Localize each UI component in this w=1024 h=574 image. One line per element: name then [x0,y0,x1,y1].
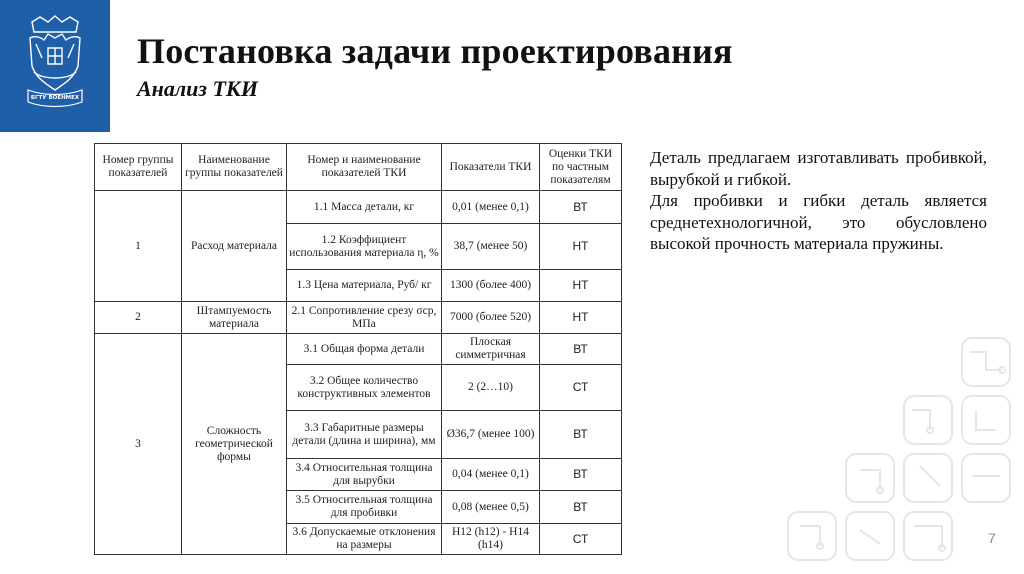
university-logo [0,0,110,132]
description-paragraph: Деталь предлагаем изготавливать пробивкой, вырубкой и гибкой. [650,148,987,189]
page-subtitle: Анализ ТКИ [137,76,258,101]
grade-cell: ВТ [540,491,622,524]
header-indicator-grade: Оценки ТКИ по частным показателям [540,144,622,191]
value-cell: 38,7 (менее 50) [442,224,540,270]
grade-cell: ВТ [540,191,622,224]
table-header-row [95,144,622,191]
header-group-number: Номер группы показателей [95,144,182,191]
group-number-cell: 1 [95,191,182,302]
value-cell: 7000 (более 520) [442,302,540,334]
indicator-cell: 2.1 Сопротивление срезу σср, МПа [287,302,442,334]
group-number-cell: 2 [95,302,182,334]
indicator-cell: 3.4 Относительная толщина для вырубки [287,459,442,491]
grade-cell: НТ [540,270,622,302]
value-cell: 0,04 (менее 0,1) [442,459,540,491]
indicator-cell: 3.3 Габаритные размеры детали (длина и ширина), мм [287,411,442,459]
indicator-cell: 3.1 Общая форма детали [287,334,442,365]
indicator-cell: 1.1 Масса детали, кг [287,191,442,224]
grade-cell: СТ [540,524,622,555]
value-cell: 0,08 (менее 0,5) [442,491,540,524]
group-name-cell: Сложность геометрической формы [182,334,287,555]
header-group-name: Наименование группы показателей [182,144,287,191]
header-indicator-name: Номер и наименование показателей ТКИ [287,144,442,191]
table-row [95,191,622,224]
indicator-cell: 1.3 Цена материала, Руб/ кг [287,270,442,302]
value-cell: H12 (h12) - H14 (h14) [442,524,540,555]
group-name-cell: Штампуемость материала [182,302,287,334]
table-row [95,302,622,334]
logo-ribbon [26,86,84,108]
value-cell: Плоская симметричная [442,334,540,365]
grade-cell: ВТ [540,411,622,459]
grade-cell: СТ [540,365,622,411]
svg-text:БГТУ ВОЕНМЕХ: БГТУ ВОЕНМЕХ [30,95,80,101]
grade-cell: НТ [540,302,622,334]
indicator-cell: 1.2 Коэффициент использования материала η, % [287,224,442,270]
grade-cell: ВТ [540,459,622,491]
group-number-cell: 3 [95,334,182,555]
grade-cell: ВТ [540,334,622,365]
header-indicator-value: Показатели ТКИ [442,144,540,191]
description-paragraph: Для пробивки и гибки деталь является среднетехнологичной, это обусловлено высокой прочность материала пружины. [650,191,987,253]
indicator-cell: 3.5 Относительная толщина для пробивки [287,491,442,524]
table-row [95,334,622,365]
indicator-cell: 3.6 Допускаемые отклонения на размеры [287,524,442,555]
page-title: Постановка задачи проектирования [137,31,733,71]
tki-analysis-table [94,143,622,555]
circuit-pattern-decoration [780,330,1020,570]
indicator-cell: 3.2 Общее количество конструктивных элементов [287,365,442,411]
value-cell: 0,01 (менее 0,1) [442,191,540,224]
page-number: 7 [988,530,996,546]
value-cell: 1300 (более 400) [442,270,540,302]
group-name-cell: Расход материала [182,191,287,302]
value-cell: Ø36,7 (менее 100) [442,411,540,459]
grade-cell: НТ [540,224,622,270]
description-text [650,147,987,255]
value-cell: 2 (2…10) [442,365,540,411]
